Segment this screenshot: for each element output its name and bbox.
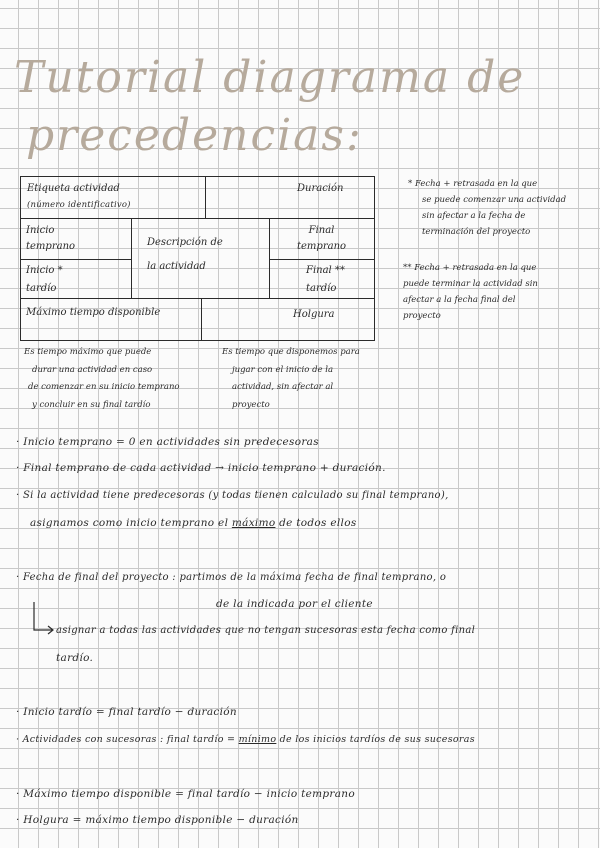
cell-final-temprano-line1: Final <box>308 225 335 236</box>
side-note-line: afectar a la fecha final del <box>403 295 516 305</box>
rule-asignar-cont: tardío. <box>56 652 94 664</box>
cell-holgura: Holgura <box>293 309 335 320</box>
text-span-underlined: máximo <box>231 517 276 529</box>
cell-etiqueta-label: Etiqueta actividad <box>27 183 120 194</box>
cell-final-tardio-line2: tardío <box>306 283 337 294</box>
table-divider <box>269 218 270 298</box>
cell-inicio-temprano-line1: Inicio <box>26 225 55 236</box>
cell-final-tardio-line1: Final ** <box>306 265 345 276</box>
rule-predecesoras-cont <box>30 517 357 529</box>
rule-maximo-tiempo: · Máximo tiempo disponible = final tardío − inicio temprano <box>16 788 355 800</box>
note-line: durar una actividad en caso <box>32 364 153 375</box>
rule-inicio-temprano: · Inicio temprano = 0 en actividades sin predecesoras <box>16 436 319 448</box>
side-note-line: proyecto <box>403 311 441 321</box>
table-divider <box>21 218 374 219</box>
cell-final-tardio <box>306 262 345 298</box>
cell-descripcion <box>147 231 223 279</box>
rule-inicio-tardio: · Inicio tardío = final tardío − duración <box>16 706 237 718</box>
cell-maximo: Máximo tiempo disponible <box>26 307 161 318</box>
cell-descripcion-line2: la actividad <box>147 261 206 272</box>
text-span: de todos ellos <box>275 517 357 529</box>
note-line: Es tiempo que disponemos para <box>222 347 360 357</box>
rule-final-temprano: · Final temprano de cada actividad → inicio temprano + duración. <box>16 462 386 474</box>
cell-inicio-tardio <box>26 262 63 298</box>
precedence-table <box>20 176 375 341</box>
table-divider <box>21 298 374 299</box>
text-span: asignamos como inicio temprano el <box>30 517 232 529</box>
side-note-final-tardio <box>403 260 593 324</box>
rule-fecha-final-cont: de la indicada por el cliente <box>216 598 373 610</box>
text-span-underlined: mínimo <box>238 734 277 745</box>
page-subtitle: precedencias: <box>26 110 363 161</box>
note-line: Es tiempo máximo que puede <box>24 347 152 357</box>
cell-inicio-temprano-line2: temprano <box>26 241 76 252</box>
note-holgura <box>222 344 382 414</box>
side-note-line: terminación del proyecto <box>422 227 531 237</box>
rule-sucesoras <box>16 734 475 745</box>
note-line: jugar con el inicio de la <box>232 364 334 375</box>
cell-inicio-temprano <box>26 223 75 255</box>
note-line: proyecto <box>232 399 270 410</box>
cell-etiqueta <box>27 181 131 213</box>
side-note-line: se puede comenzar una actividad <box>422 195 567 205</box>
rule-asignar: asignar a todas las actividades que no tengan sucesoras esta fecha como final <box>56 625 476 636</box>
cell-final-temprano-line2: temprano <box>297 241 347 252</box>
cell-inicio-tardio-line2: tardío <box>26 283 57 294</box>
table-divider <box>205 177 206 218</box>
side-note-line: puede terminar la actividad sin <box>403 279 538 289</box>
text-span: · Actividades con sucesoras : final tardío = <box>16 734 239 745</box>
cell-final-temprano <box>297 223 346 255</box>
table-divider <box>131 218 132 298</box>
page-title: Tutorial diagrama de <box>14 52 526 103</box>
cell-descripcion-line1: Descripción de <box>147 237 223 248</box>
table-divider <box>201 298 202 340</box>
cell-duracion: Duración <box>297 183 344 194</box>
cell-inicio-tardio-line1: Inicio * <box>26 265 63 276</box>
text-span: de los inicios tardíos de sus sucesoras <box>276 734 475 745</box>
note-line: de comenzar en su inicio temprano <box>28 382 180 392</box>
side-note-line: sin afectar a la fecha de <box>422 211 526 221</box>
rule-predecesoras: · Si la actividad tiene predecesoras (y todas tienen calculado su final temprano), <box>16 490 449 501</box>
note-maximo-tiempo <box>24 344 204 414</box>
arrow-return-icon <box>30 600 56 636</box>
note-line: actividad, sin afectar al <box>232 382 334 392</box>
table-divider <box>21 259 131 260</box>
side-note-line: ** Fecha + retrasada en la que <box>403 263 537 273</box>
side-note-inicio-tardio <box>408 176 593 240</box>
side-note-line: * Fecha + retrasada en la que <box>408 179 538 189</box>
table-divider <box>269 259 374 260</box>
rule-fecha-final: · Fecha de final del proyecto : partimos de la máxima fecha de final temprano, o <box>16 572 447 583</box>
rule-holgura: · Holgura = máximo tiempo disponible − duración <box>16 814 299 826</box>
note-line: y concluir en su final tardío <box>32 399 151 410</box>
cell-numero-label: (número identificativo) <box>27 200 131 210</box>
